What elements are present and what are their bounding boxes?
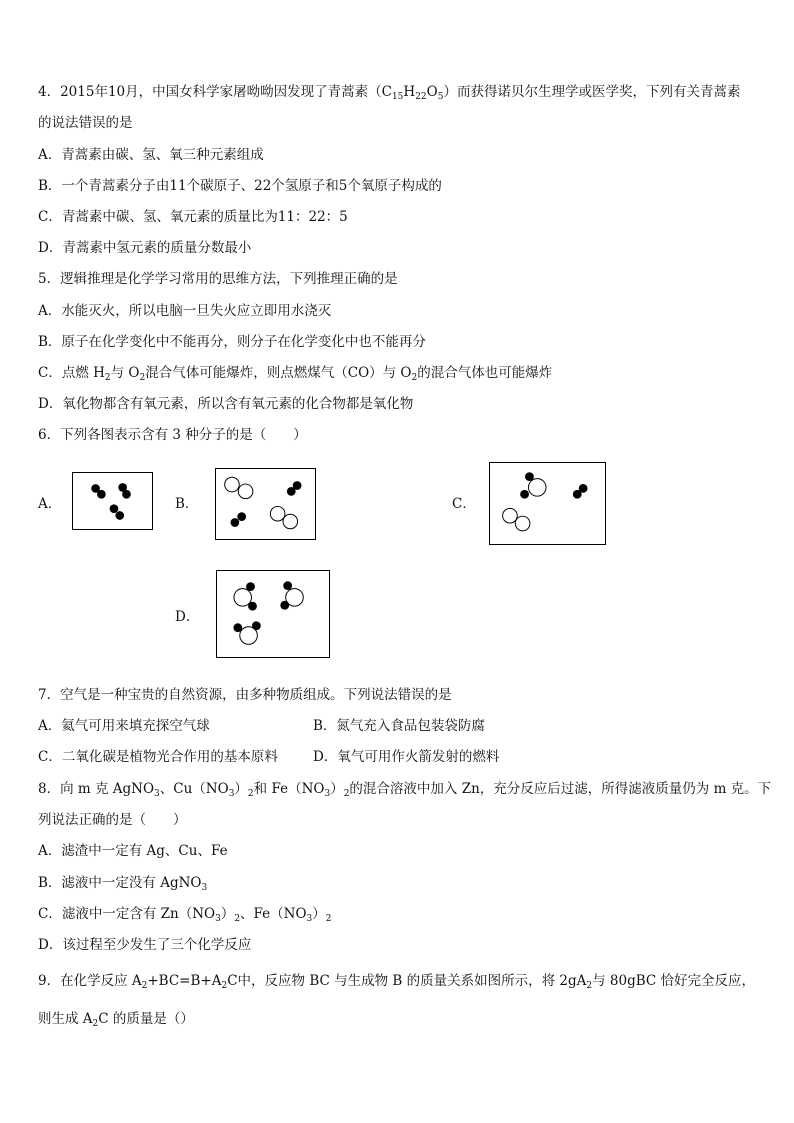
q7-option-c: C．二氧化碳是植物光合作用的基本原料 <box>38 749 278 765</box>
q5-stem: 5．逻辑推理是化学学习常用的思维方法，下列推理正确的是 <box>38 271 398 287</box>
q6-label-c: C． <box>452 496 476 512</box>
q8-stem-line1: 8．向 m 克 AgNO$_3$、$Cu(NO_3)_2$和 $Fe(NO_3)_2$的混合溶液中加入 Zn，充分反应后过滤，所得滤液质量仍为 m 克。下 <box>38 781 772 799</box>
q6-diagram-c <box>489 462 606 545</box>
q4-option-c: C．青蒿素中碳、氢、氧元素的质量比为11：22：5 <box>38 209 348 225</box>
q4-stem-line1: 4．2015年10月，中国女科学家屠呦呦因发现了青蒿素$(C_{15}H_{22}O_5)$而获得诺贝尔生理学或医学奖，下列有关青蒿素 <box>38 84 741 102</box>
q5-option-c: C．点燃 $H_2$与 $O_2$混合气体可能爆炸，则点燃煤气（CO）与 $O_2$的混合气体也可能爆炸 <box>38 365 553 383</box>
q7-option-d: D．氧气可用作火箭发射的燃料 <box>313 749 500 765</box>
q6-diagram-b <box>215 468 316 540</box>
q4-option-b: B．一个青蒿素分子由11个碳原子、22个氢原子和5个氧原子构成的 <box>38 178 442 194</box>
q6-label-a: A． <box>38 496 62 512</box>
q6-diagram-d <box>216 570 330 658</box>
diagram-a-molecules <box>73 473 152 529</box>
q8-stem-line2: 列说法正确的是（ ） <box>38 812 187 828</box>
q6-stem: 6．下列各图表示含有 3 种分子的是（ ） <box>38 427 307 443</box>
q9-stem-line2: 则生成 $A_2C$ 的质量是（） <box>38 1011 194 1029</box>
q5-option-d: D．氧化物都含有氧元素，所以含有氧元素的化合物都是氧化物 <box>38 396 414 412</box>
q4-option-d: D．青蒿素中氢元素的质量分数最小 <box>38 240 252 256</box>
q7-option-b: B．氮气充入食品包装袋防腐 <box>313 718 485 734</box>
diagram-c-molecules <box>490 463 605 544</box>
q8-option-d: D．该过程至少发生了三个化学反应 <box>38 937 252 953</box>
diagram-d-molecules <box>217 571 329 657</box>
q8-option-c: C．滤液中一定含有 $Zn(NO_3)_2$、$Fe(NO_3)_2$ <box>38 906 332 924</box>
q6-diagram-a <box>72 472 153 530</box>
q5-option-b: B．原子在化学变化中不能再分，则分子在化学变化中也不能再分 <box>38 334 426 350</box>
q6-label-b: B． <box>175 496 199 512</box>
q7-option-a: A．氦气可用来填充探空气球 <box>38 718 210 734</box>
q8-option-b: B．滤液中一定没有 AgNO$_3$ <box>38 875 208 893</box>
q8-option-a: A．滤渣中一定有 Ag、Cu、Fe <box>38 843 228 859</box>
q5-option-a: A．水能灭火，所以电脑一旦失火应立即用水浇灭 <box>38 303 332 319</box>
q4-option-a: A．青蒿素由碳、氢、氧三种元素组成 <box>38 147 264 163</box>
q7-stem: 7．空气是一种宝贵的自然资源，由多种物质组成。下列说法错误的是 <box>38 687 452 703</box>
q4-stem-line2: 的说法错误的是 <box>38 115 133 131</box>
q6-label-d: D． <box>175 609 200 625</box>
q9-stem-line1: 9．在化学反应 $A_2+BC=B+A_2C$中，反应物 BC 与生成物 B 的质量关系如图所示，将 $2gA_2$与 80gBC 恰好完全反应， <box>38 973 756 991</box>
diagram-b-molecules <box>216 469 315 539</box>
